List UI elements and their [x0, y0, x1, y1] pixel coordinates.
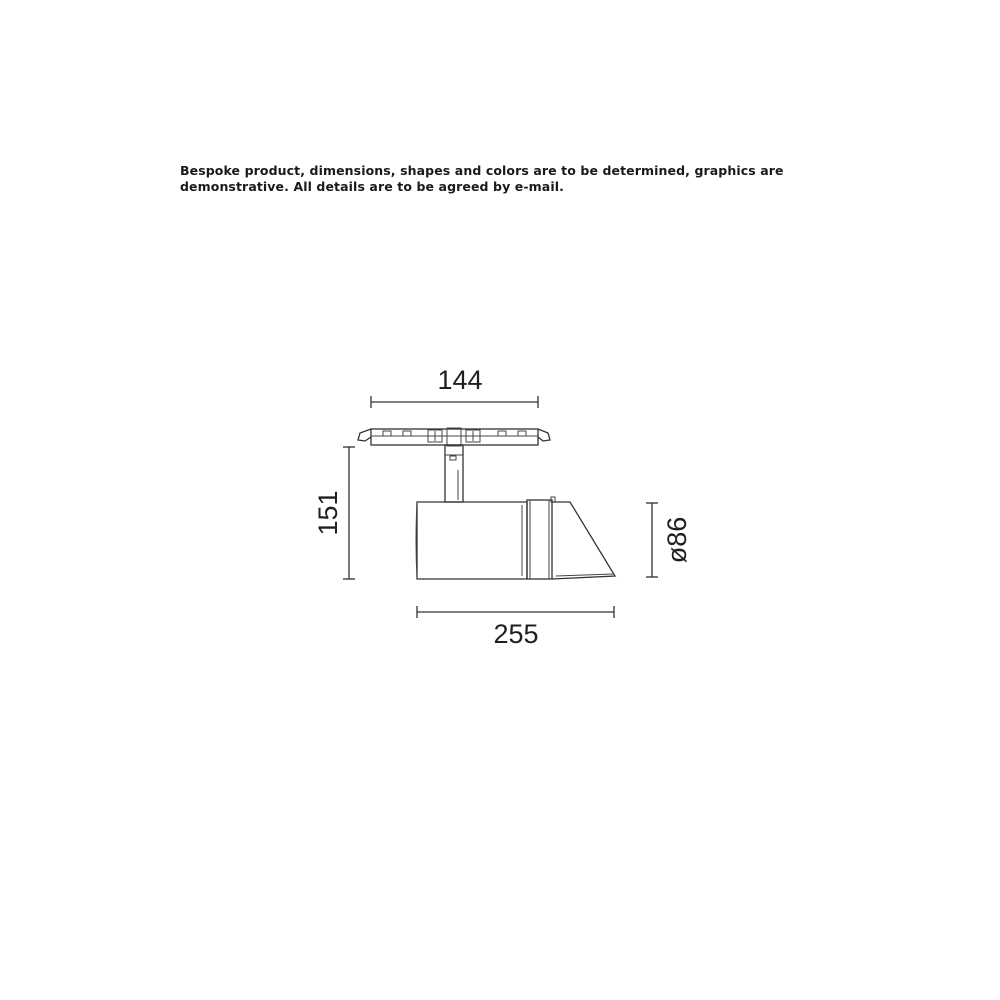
dimension-length-label: 255 — [493, 619, 539, 649]
dimension-height-label: 151 — [313, 490, 343, 536]
track-adapter — [358, 428, 550, 446]
stem — [445, 445, 463, 502]
lamp-body — [416, 497, 615, 579]
dimension-diameter — [646, 503, 692, 577]
dimension-diameter-label: ø86 — [662, 516, 692, 564]
disclaimer-line-2: demonstrative. All details are to be agreed by e-mail. — [180, 179, 564, 194]
dimension-top-width-label: 144 — [437, 365, 483, 395]
dimension-height — [313, 447, 355, 579]
dimension-length — [417, 606, 614, 649]
disclaimer-line-1: Bespoke product, dimensions, shapes and colors are to be determined, graphics are — [180, 163, 784, 178]
dimension-top-width — [371, 365, 538, 408]
